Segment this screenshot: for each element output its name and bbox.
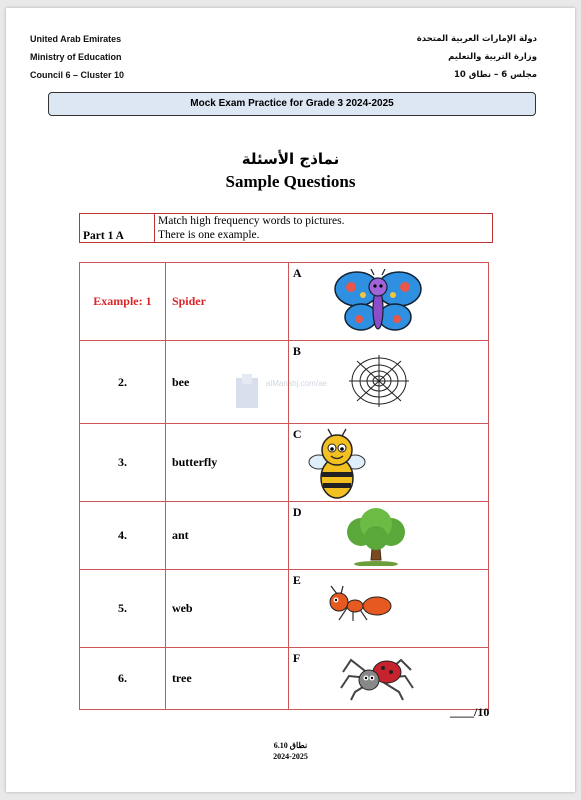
row-word: tree [165,648,288,710]
header-ministry: Ministry of Education [30,52,122,62]
title-english: Sample Questions [225,172,356,191]
table-row [80,502,489,570]
butterfly-icon [333,269,423,335]
picture-letter: D [292,505,302,519]
watermark-logo [236,374,356,418]
picture-letter: E [292,573,301,587]
matching-table [79,262,489,710]
svg-text:alManahj.com/ae: alManahj.com/ae [266,379,327,388]
picture-cell [288,570,488,648]
row-number: 3. [80,424,166,502]
web-icon [347,353,411,409]
picture-cell [288,648,488,710]
instruction-line-1: Match high frequency words to pictures. [158,215,345,227]
instructions-box [79,213,493,243]
row-number: Example: 1 [80,263,166,341]
header-country-ar: دولة الإمارات العربية المتحدة [416,34,537,44]
picture-cell [288,502,488,570]
ant-icon [325,584,397,624]
header-arabic [417,30,537,84]
document-page [6,8,575,792]
row-word: web [165,570,288,648]
part-label: Part 1 A [80,214,155,243]
footer-line-2: 2024-2025 [273,752,308,761]
score-line: ____/10 [450,705,490,719]
instruction-line-2: There is one example. [158,229,260,241]
picture-letter: B [292,344,301,358]
row-word: ant [165,502,288,570]
instructions-text [155,214,493,243]
footer [6,740,575,762]
title-arabic: نماذج الأسئلة [241,150,340,168]
table-row [80,648,489,710]
header-council: Council 6 – Cluster 10 [30,70,125,80]
row-word: Spider [165,263,288,341]
tree-icon [341,508,411,566]
row-number: 2. [80,341,166,424]
table-row [80,263,489,341]
row-number: 4. [80,502,166,570]
picture-letter: C [292,427,302,441]
table-row [80,424,489,502]
footer-line-1: نطاق 6.10 [273,741,308,750]
header-country: United Arab Emirates [30,34,122,44]
row-word: butterfly [165,424,288,502]
row-number: 6. [80,648,166,710]
picture-letter: A [292,266,302,280]
bee-icon [307,428,367,500]
exam-banner: Mock Exam Practice for Grade 3 2024-2025 [48,92,536,116]
table-row [80,570,489,648]
picture-letter: F [292,651,301,665]
row-word: bee [165,341,288,424]
header-english [30,30,124,84]
header-council-ar: مجلس 6 – نطاق 10 [454,70,537,80]
row-number: 5. [80,570,166,648]
spider-icon [339,652,415,702]
picture-cell [288,263,488,341]
picture-cell [288,424,488,502]
header-ministry-ar: وزارة التربية والتعليم [448,52,537,62]
